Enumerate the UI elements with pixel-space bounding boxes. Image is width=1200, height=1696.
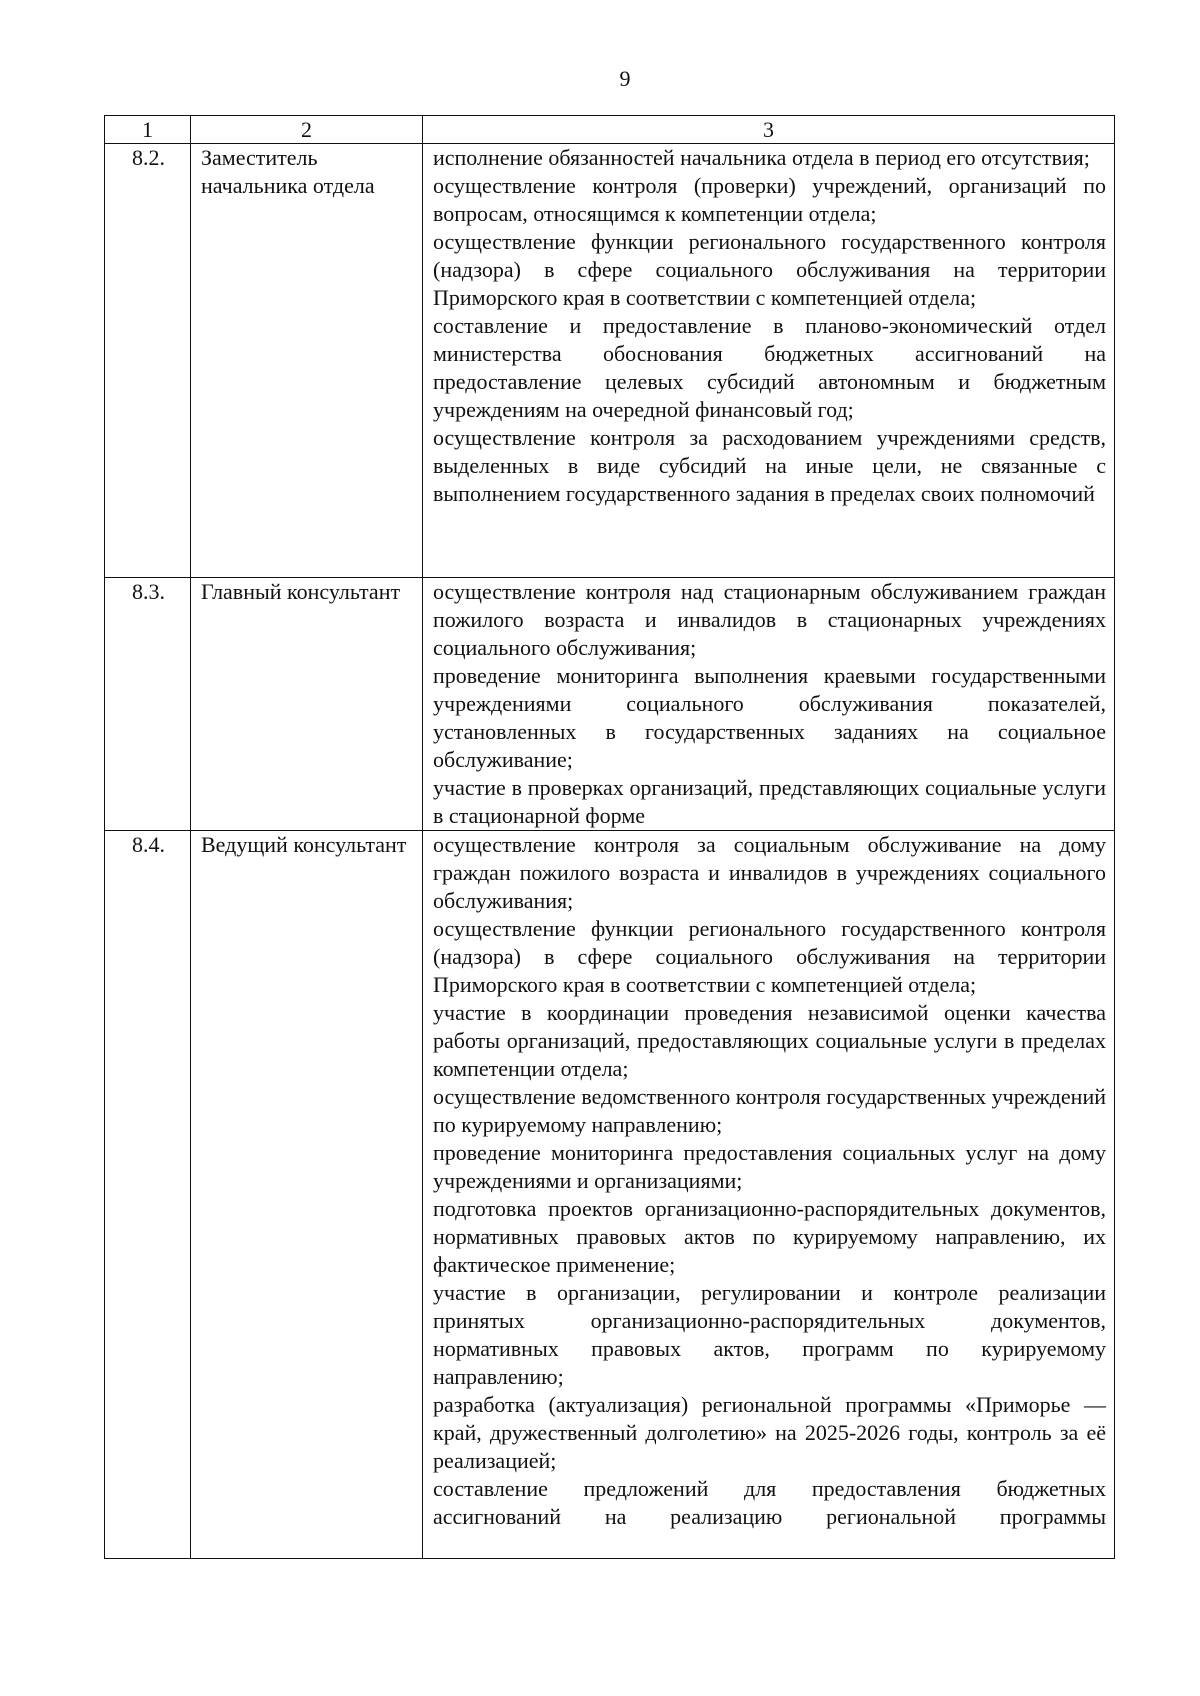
duty-item: осуществление контроля (проверки) учреждений, организаций по вопросам, относящимся к компетенции отдела;: [433, 173, 1106, 226]
duty-item: участие в проверках организаций, представляющих социальные услуги в стационарной форме: [433, 775, 1106, 828]
column-header-number: 1: [105, 116, 191, 144]
duty-item: участие в координации проведения независимой оценки качества работы организаций, предоставляющих социальные услуги в пределах компетенции отдела;: [433, 1000, 1106, 1081]
duty-item: разработка (актуализация) региональной программы «Приморье — край, дружественный долголетию» на 2025-2026 годы, контроль за её реализацией;: [433, 1392, 1106, 1473]
table-row: [105, 578, 1115, 831]
duties-cell: [423, 144, 1115, 578]
duty-item: участие в организации, регулировании и контроле реализации принятых организационно-распорядительных документов, нормативных правовых актов, программ по курируемому направлению;: [433, 1280, 1106, 1389]
duty-item: составление предложений для предоставления бюджетных ассигнований на реализацию региональной программы: [433, 1476, 1106, 1529]
position-title: Ведущий консультант: [191, 831, 423, 1559]
duty-item: осуществление контроля над стационарным обслуживанием граждан пожилого возраста и инвалидов в стационарных учреждениях социального обслуживания;: [433, 579, 1106, 660]
page-number: 9: [619, 66, 631, 91]
table-row: [105, 144, 1115, 578]
duty-item: проведение мониторинга выполнения краевыми государственными учреждениями социального обслуживания показателей, установленных в государственных заданиях на социальное обслуживание;: [433, 663, 1106, 772]
duty-item: исполнение обязанностей начальника отдела в период его отсутствия;: [433, 145, 1090, 170]
column-header-position: 2: [191, 116, 423, 144]
duties-cell: [423, 578, 1115, 831]
row-number: 8.2.: [105, 144, 191, 578]
duty-item: осуществление контроля за расходованием учреждениями средств, выделенных в виде субсидий на иные цели, не связанные с выполнением государственного задания в пределах своих полномочий: [433, 425, 1106, 506]
duties-cell: [423, 831, 1115, 1559]
duty-item: осуществление функции регионального государственного контроля (надзора) в сфере социального обслуживания на территории Приморского края в соответствии с компетенцией отдела;: [433, 916, 1106, 997]
row-number: 8.4.: [105, 831, 191, 1559]
table-header-row: [105, 116, 1115, 144]
duty-item: осуществление контроля за социальным обслуживание на дому граждан пожилого возраста и инвалидов в учреждениях социального обслуживания;: [433, 832, 1106, 913]
duty-item: осуществление ведомственного контроля государственных учреждений по курируемому направлению;: [433, 1084, 1106, 1137]
duties-table: [104, 115, 1115, 1559]
row-number: 8.3.: [105, 578, 191, 831]
duty-item: осуществление функции регионального государственного контроля (надзора) в сфере социального обслуживания на территории Приморского края в соответствии с компетенцией отдела;: [433, 229, 1106, 310]
position-title: Главный консультант: [191, 578, 423, 831]
duty-item: подготовка проектов организационно-распорядительных документов, нормативных правовых актов по курируемому направлению, их фактическое применение;: [433, 1196, 1106, 1277]
duty-item: проведение мониторинга предоставления социальных услуг на дому учреждениями и организациями;: [433, 1140, 1106, 1193]
position-title: Заместитель начальника отдела: [191, 144, 423, 578]
duty-item: составление и предоставление в планово-экономический отдел министерства обоснования бюджетных ассигнований на предоставление целевых субсидий автономным и бюджетным учреждениям на очередной финансовый год;: [433, 313, 1106, 422]
column-header-duties: 3: [423, 116, 1115, 144]
table-row: [105, 831, 1115, 1559]
